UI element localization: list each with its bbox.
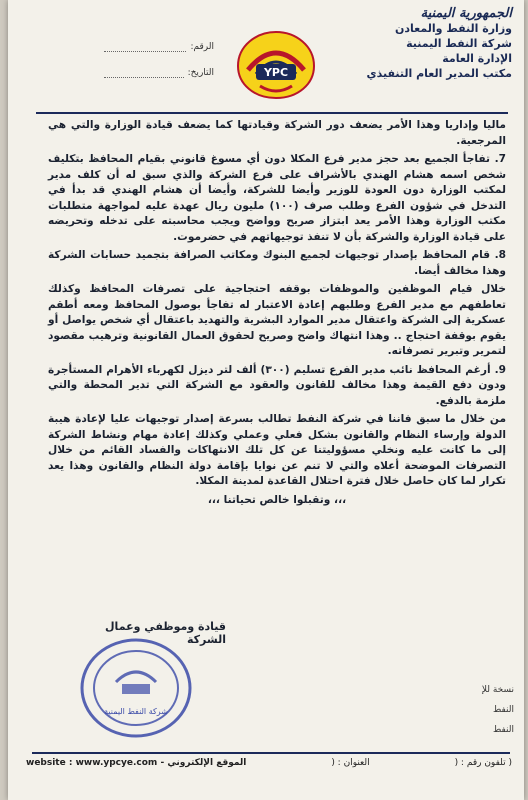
- letterhead: [342, 6, 512, 81]
- letter-page: [8, 0, 524, 800]
- copy-label-1: نسخة للإ: [481, 685, 514, 695]
- paragraph-intro: ماليا وإداريا وهذا الأمر يضعف دور الشركة وقيادتها كما يضعف قيادة الوزارة والتي هي المرجعية.: [48, 119, 506, 147]
- item-8-text: قام المحافظ بإصدار توجيهات لجميع البنوك ومكاتب الصرافة بتجميد حسابات الشركة وهذا مخالف أيضا.: [48, 249, 506, 277]
- footer: [26, 758, 512, 768]
- footer-phone: ( تلفون رقم : (: [454, 758, 512, 768]
- footer-website: [26, 758, 246, 768]
- footer-website-label: - الموقع الإلكتروني: [160, 758, 247, 768]
- copy-label-3: النفط: [492, 725, 514, 735]
- item-9-number: 9.: [494, 363, 506, 376]
- footer-address: العنوان : (: [331, 758, 370, 768]
- letterhead-republic: الجمهورية اليمنية: [420, 6, 512, 21]
- item-7-number: 7.: [494, 153, 506, 165]
- footer-website-url: website : www.ypcye.com: [26, 758, 158, 768]
- closing-line: ،،، وتقبلوا خالص تحياتنا ،،،: [207, 493, 347, 506]
- item-7-text: تفاجأ الجميع بعد حجز مدير فرع المكلا دون أي مسوغ قانوني بقيام المحافظ بتكليف شخص اسمه هشام الهندي بالأشراف على فرع الشركة والذي سبق له أن كلف مدير لمكتب الوزارة دون العودة للوزير وأيضا للشركة، وأيضا أن هشام الهندي قد بدأ في التدخل في شؤون الفرع وطلب صرف (١٠٠) مليون ريال عهدة عليه لمواجهة متطلبات مكتب الوزارة وهذا الأمر يعد ابتزاز صريح وواضح ويجب محاسبته على تدخله وتحريضه على قيادة الوزارة والشركة بأن لا تنفذ توجيهاتهم في حضرموت.: [48, 153, 506, 243]
- paragraph-protest: خلال قيام الموظفين والموظفات بوقفه احتجاجية على تصرفات المحافظ وكذلك تعاطفهم مع مدير الفرع وطلبهم إعادة الاعتبار له تفاجأ بوصول المحافظ ومعه أطقم عسكرية إلى الشركة واعتقال مدير الموارد البشرية والتهديد باعتقال أي شخص يواصل أو يقوم بوقفة احتجاج .. وهذا انتهاك واضح وصريح لحقوق العمال القانونية وترهيب مقصود لتمرير وتبرير تصرفاته.: [48, 283, 506, 357]
- footer-divider: [32, 752, 510, 754]
- paragraph-conclusion: من خلال ما سبق فاننا في شركة النفط تطالب بسرعة إصدار توجيهات عليا لإعادة هيبة الدولة وإرساء النظام والقانون بشكل فعلي وعملي وكذلك إعادة مهام ونشاط الشركة إلى ما كانت عليه ونخلي مسؤوليتنا عن كل تلك الانتهاكات والفساد القائم من خلال التصرفات الموضحة أعلاه والتي لا تنم عن نوايا بإقامة دولة النظام والقانون وهذا يعد تكرار لما كان حاصل خلال فترة احتلال القاعدة لمدينة المكلا.: [48, 413, 506, 487]
- ref-label: الرقم:: [190, 42, 214, 52]
- item-7: [48, 152, 506, 245]
- letterhead-company: شركة النفط اليمنية: [406, 37, 512, 50]
- item-9-text: أرغم المحافظ نائب مدير الفرع تسليم (٣٠٠) ألف لتر ديزل لكهرباء الأهرام المستأجرة ودون دفع القيمة وهذا مخالف للقانون والعقود مع الشركة التي تدير المحطة والتي ملزمة بالدفع.: [48, 363, 506, 407]
- header-divider: [36, 112, 508, 114]
- copy-label-2: النفط: [492, 705, 514, 715]
- reference-fields: [104, 42, 214, 94]
- item-8: [48, 248, 506, 279]
- signer-label: قيادة وموظفي وعمال الشركة: [105, 620, 226, 646]
- letterhead-office: مكتب المدير العام التنفيذي: [366, 67, 512, 80]
- ypc-logo: [226, 26, 326, 106]
- item-9: [48, 363, 506, 410]
- company-stamp: [76, 632, 196, 742]
- letter-body: [48, 118, 506, 511]
- item-8-number: 8.: [494, 249, 506, 261]
- letterhead-admin: الإدارة العامة: [442, 52, 512, 65]
- stamp-text: شركة النفط اليمنية: [104, 707, 168, 716]
- date-label: التاريخ:: [187, 68, 214, 78]
- copy-labels: [482, 685, 514, 745]
- letterhead-ministry: وزارة النفط والمعادن: [395, 22, 512, 35]
- logo-text: YPC: [263, 66, 289, 79]
